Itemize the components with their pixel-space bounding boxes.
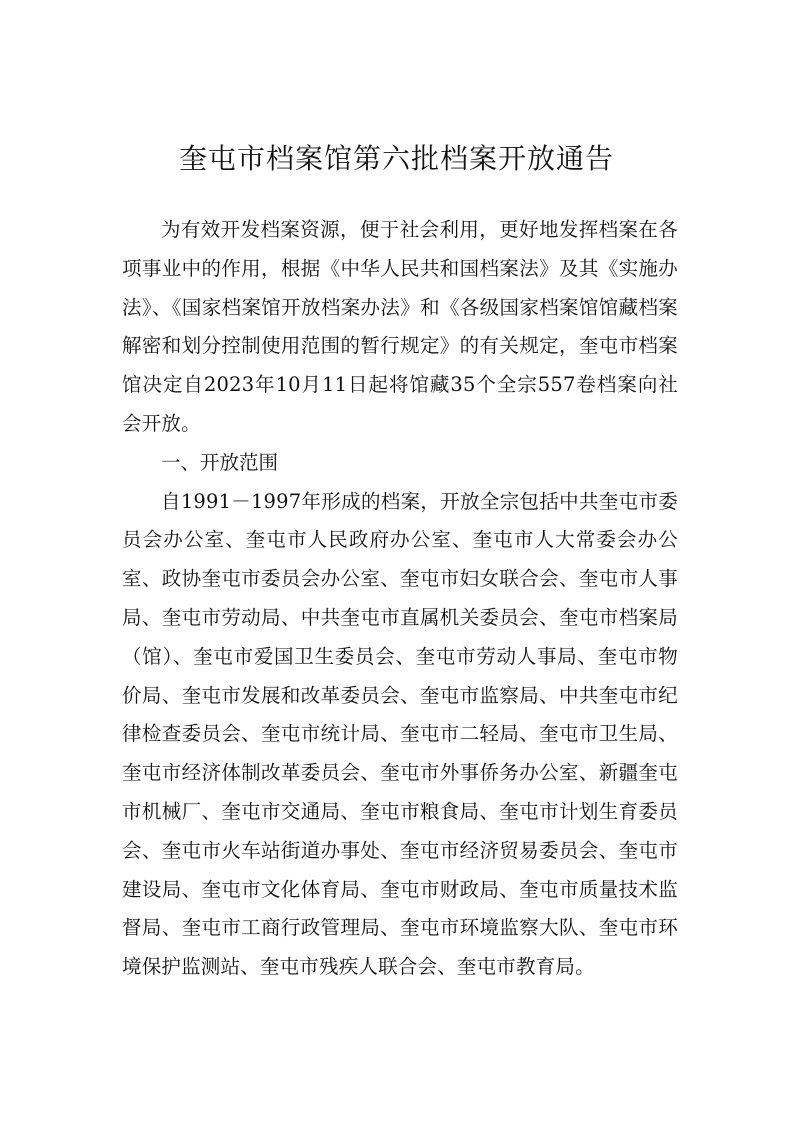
document-body: [122, 211, 678, 987]
intro-paragraph: 为有效开发档案资源，便于社会利用，更好地发挥档案在各项事业中的作用，根据《中华人民共和国档案法》及其《实施办法》、《国家档案馆开放档案办法》和《各级国家档案馆馆藏档案解密和划分控制使用范围的暂行规定》的有关规定，奎屯市档案馆决定自2023年10月11日起将馆藏35个全宗557卷档案向社会开放。: [122, 218, 678, 435]
section-heading-open-scope: 一、开放范围: [161, 450, 279, 474]
scope-paragraph: 自1991－1997年形成的档案，开放全宗包括中共奎屯市委员会办公室、奎屯市人民政府办公室、奎屯市人大常委会办公室、政协奎屯市委员会办公室、奎屯市妇女联合会、奎屯市人事局、奎屯市劳动局、中共奎屯市直属机关委员会、奎屯市档案局（馆）、奎屯市爱国卫生委员会、奎屯市劳动人事局、奎屯市物价局、奎屯市发展和改革委员会、奎屯市监察局、中共奎屯市纪律检查委员会、奎屯市统计局、奎屯市二轻局、奎屯市卫生局、奎屯市经济体制改革委员会、奎屯市外事侨务办公室、新疆奎屯市机械厂、奎屯市交通局、奎屯市粮食局、奎屯市计划生育委员会、奎屯市火车站街道办事处、奎屯市经济贸易委员会、奎屯市建设局、奎屯市文化体育局、奎屯市财政局、奎屯市质量技术监督局、奎屯市工商行政管理局、奎屯市环境监察大队、奎屯市环境保护监测站、奎屯市残疾人联合会、奎屯市教育局。: [122, 489, 678, 979]
document-title: 奎屯市档案馆第六批档案开放通告: [178, 142, 614, 175]
